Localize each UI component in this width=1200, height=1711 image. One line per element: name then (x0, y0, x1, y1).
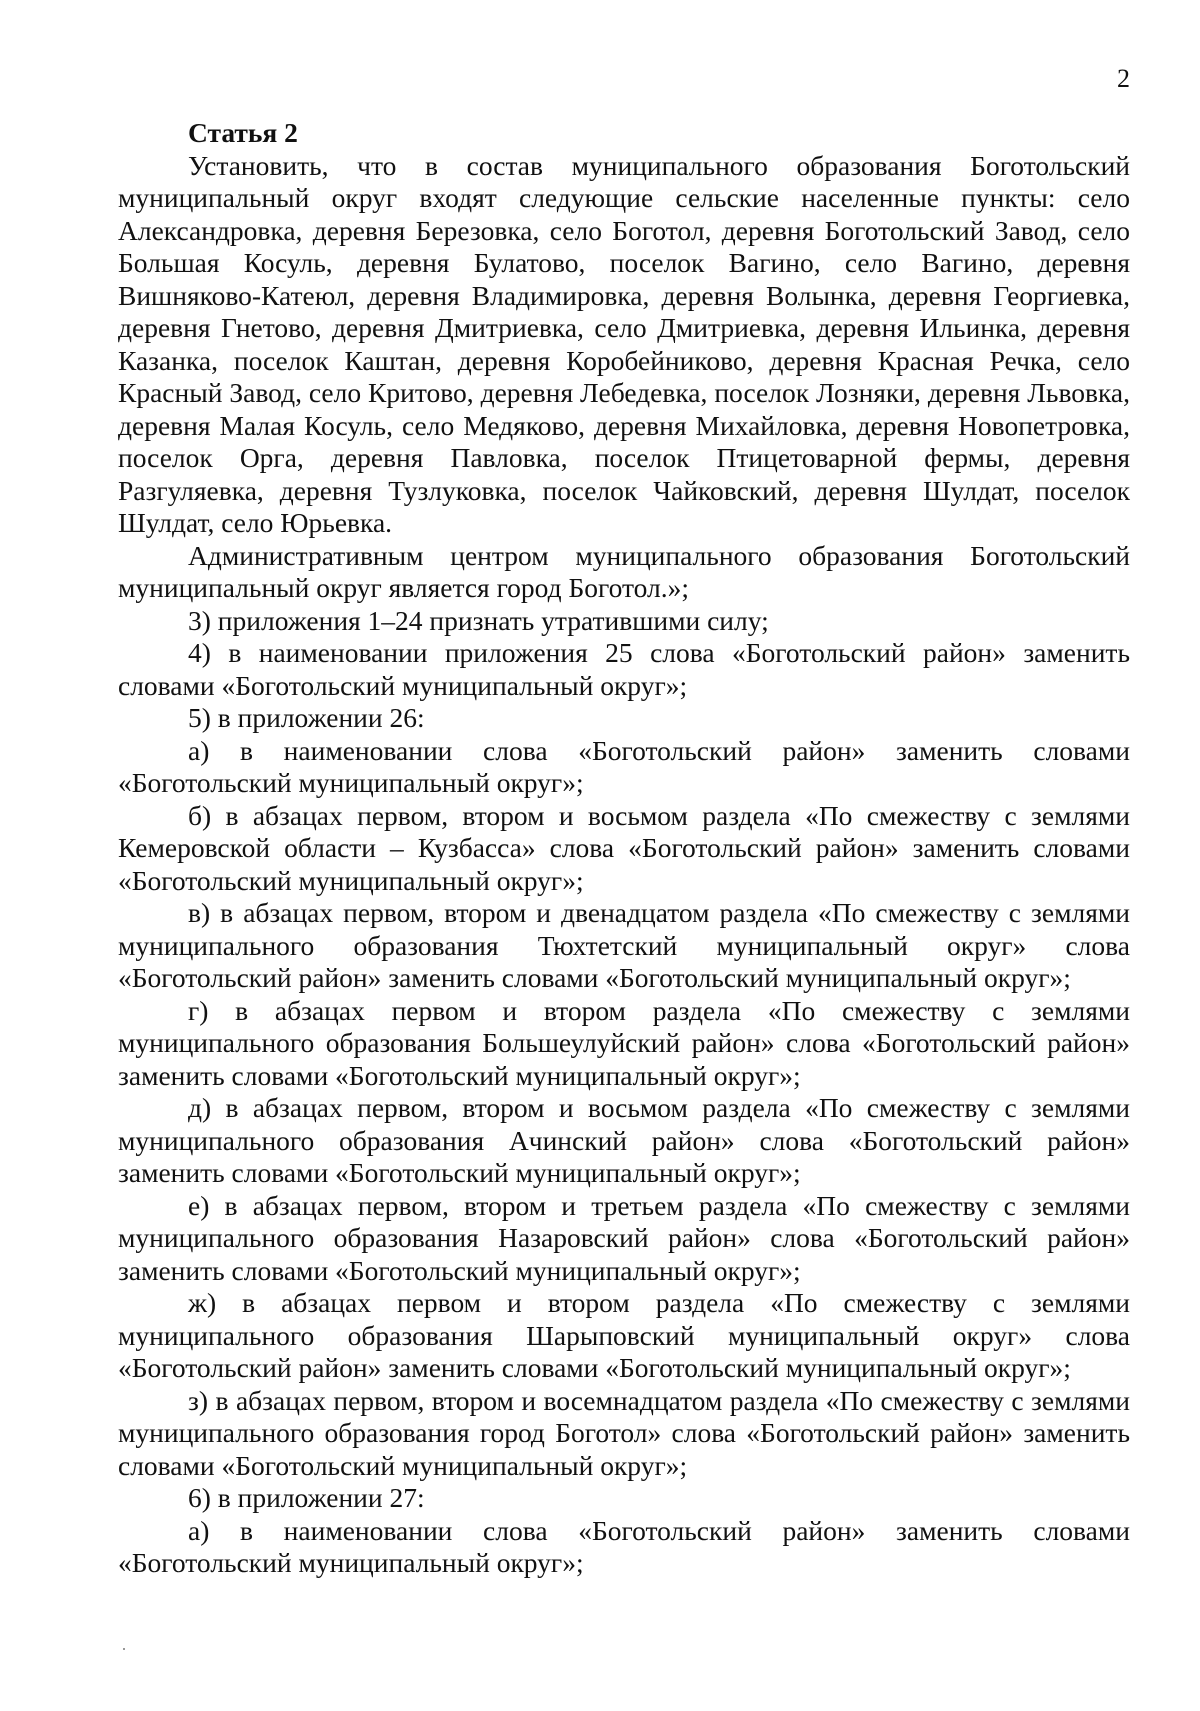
paragraph-item-5g: г) в абзацах первом и втором раздела «По смежеству с землями муниципального образования Большеулуйский район» слова «Боготольский район» заменить словами «Боготольский муниципальный округ»; (118, 994, 1130, 1091)
paragraph-item-5v: в) в абзацах первом, втором и двенадцатом раздела «По смежеству с землями муниципального образования Тюхтетский муниципальный округ» слова «Боготольский район» заменить словами «Боготольский муниципальный округ»; (118, 897, 1130, 993)
paragraph-item-6: 6) в приложении 27: (188, 1482, 425, 1513)
paragraph-administrative-center: Административным центром муниципального образования Боготольский муниципальный округ является город Боготол.»; (118, 539, 1130, 603)
article-heading: Статья 2 (188, 117, 298, 148)
document-body (118, 117, 1130, 1580)
scan-speck (123, 1648, 125, 1650)
paragraph-item-4: 4) в наименовании приложения 25 слова «Боготольский район» заменить словами «Боготольский муниципальный округ»; (118, 637, 1130, 701)
page-number: 2 (1117, 64, 1130, 93)
paragraph-item-5a: а) в наименовании слова «Боготольский район» заменить словами «Боготольский муниципальный округ»; (118, 734, 1130, 798)
paragraph-item-5b: б) в абзацах первом, втором и восьмом раздела «По смежеству с землями Кемеровской области – Кузбасса» слова «Боготольский район» заменить словами «Боготольский муниципальный округ»; (118, 799, 1130, 896)
paragraph-item-5: 5) в приложении 26: (188, 702, 425, 733)
paragraph-item-3: 3) приложения 1–24 признать утратившими силу; (188, 604, 769, 636)
paragraph-item-5zh: ж) в абзацах первом и втором раздела «По смежеству с землями муниципального образования Шарыповский муниципальный округ» слова «Боготольский район» заменить словами «Боготольский муниципальный округ»; (118, 1287, 1130, 1383)
paragraph-item-5e: е) в абзацах первом, втором и третьем раздела «По смежеству с землями муниципального образования Назаровский район» слова «Боготольский район» заменить словами «Боготольский муниципальный округ»; (118, 1189, 1130, 1286)
paragraph-settlements-list: Установить, что в состав муниципального образования Боготольский муниципальный округ входят следующие сельские населенные пункты: село Александровка, деревня Березовка, село Боготол, деревня Боготольский Завод, село Большая Косуль, деревня Булатово, поселок Вагино, село Вагино, деревня Вишняково-Катеюл, деревня Владимировка, деревня Волынка, деревня Георгиевка, деревня Гнетово, деревня Дмитриевка, село Дмитриевка, деревня Ильинка, деревня Казанка, поселок Каштан, деревня Коробейниково, деревня Красная Речка, село Красный Завод, село Критово, деревня Лебедевка, поселок Лозняки, деревня Львовка, деревня Малая Косуль, село Медяково, деревня Михайловка, деревня Новопетровка, поселок Орга, деревня Павловка, поселок Птицетоварной фермы, деревня Разгуляевка, деревня Тузлуковка, поселок Чайковский, деревня Шулдат, поселок Шулдат, село Юрьевка. (118, 149, 1130, 538)
paragraph-item-5z: з) в абзацах первом, втором и восемнадцатом раздела «По смежеству с землями муниципального образования город Боготол» слова «Боготольский район» заменить словами «Боготольский муниципальный округ»; (118, 1384, 1130, 1481)
paragraph-item-5d: д) в абзацах первом, втором и восьмом раздела «По смежеству с землями муниципального образования Ачинский район» слова «Боготольский район» заменить словами «Боготольский муниципальный округ»; (118, 1092, 1130, 1188)
paragraph-item-6a: а) в наименовании слова «Боготольский район» заменить словами «Боготольский муниципальный округ»; (118, 1514, 1130, 1578)
